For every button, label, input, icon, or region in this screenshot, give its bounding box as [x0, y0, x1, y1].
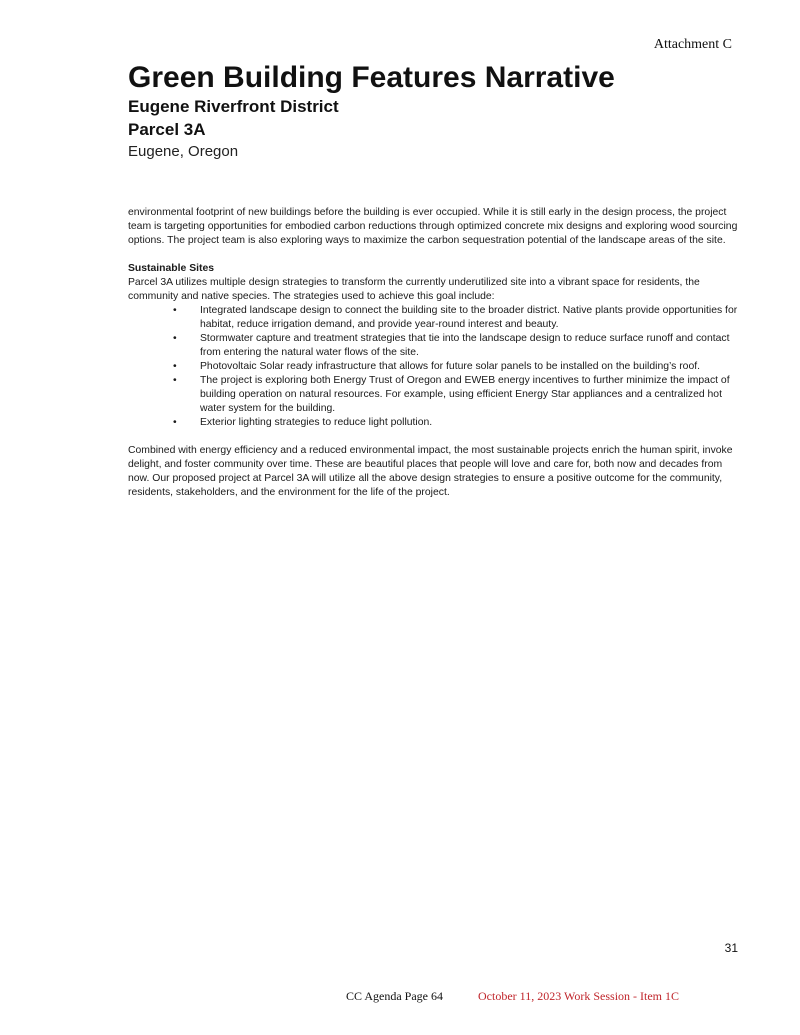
list-item-text: Exterior lighting strategies to reduce light pollution. [200, 417, 433, 428]
bullet-icon: • [173, 417, 177, 428]
page-title: Green Building Features Narrative [128, 61, 615, 94]
list-item-text: Photovoltaic Solar ready infrastructure that allows for future solar panels to be installed on the building’s roof. [200, 361, 700, 372]
list-item [128, 360, 740, 374]
district-subtitle: Eugene Riverfront District [128, 97, 339, 116]
list-item-text: Stormwater capture and treatment strategies that tie into the landscape design to reduce surface runoff and contact from entering the natural water flows of the site. [200, 333, 730, 358]
list-item [128, 416, 740, 430]
document-body [128, 206, 740, 500]
location-subtitle: Eugene, Oregon [128, 143, 239, 160]
intro-paragraph: environmental footprint of new buildings before the building is ever occupied. While it is still early in the design process, the project team is targeting opportunities for embodied carbon reductions through optimized concrete mix designs and exploring wood sourcing options. The project team is also exploring ways to maximize the carbon sequestration potential of the landscape areas of the site. [128, 207, 738, 246]
bullet-icon: • [173, 333, 177, 344]
list-item [128, 304, 740, 332]
page-number: 31 [724, 941, 738, 955]
parcel-subtitle: Parcel 3A [128, 120, 206, 139]
section-intro-paragraph: Parcel 3A utilizes multiple design strategies to transform the currently underutilized site into a vibrant space for residents, the community and native species. The strategies used to achieve this goal include: [128, 277, 700, 302]
bullet-icon: • [173, 305, 177, 316]
bullet-icon: • [173, 375, 177, 386]
strategies-list [128, 304, 740, 430]
list-item [128, 374, 740, 416]
attachment-label: Attachment C [653, 37, 732, 52]
closing-paragraph: Combined with energy efficiency and a reduced environmental impact, the most sustainable projects enrich the human spirit, invoke delight, and foster community over time. These are beautiful places that people will love and care for, both now and decades from now. Our proposed project at Parcel 3A will utilize all the above design strategies to ensure a positive outcome for the community, residents, stakeholders, and the environment for the life of the project. [128, 445, 733, 498]
section-heading: Sustainable Sites [128, 263, 215, 274]
work-session-label: October 11, 2023 Work Session - Item 1C [478, 989, 680, 1003]
bullet-icon: • [173, 361, 177, 372]
agenda-page-label: CC Agenda Page 64 [346, 989, 443, 1003]
list-item-text: The project is exploring both Energy Trust of Oregon and EWEB energy incentives to further minimize the impact of building operation on natural resources. For example, using efficient Energy Star appliances and a centralized hot water system for the building. [200, 375, 730, 414]
list-item-text: Integrated landscape design to connect the building site to the broader district. Native plants provide opportunities for habitat, reduce irrigation demand, and provide year-round interest and beauty. [200, 305, 738, 330]
list-item [128, 332, 740, 360]
